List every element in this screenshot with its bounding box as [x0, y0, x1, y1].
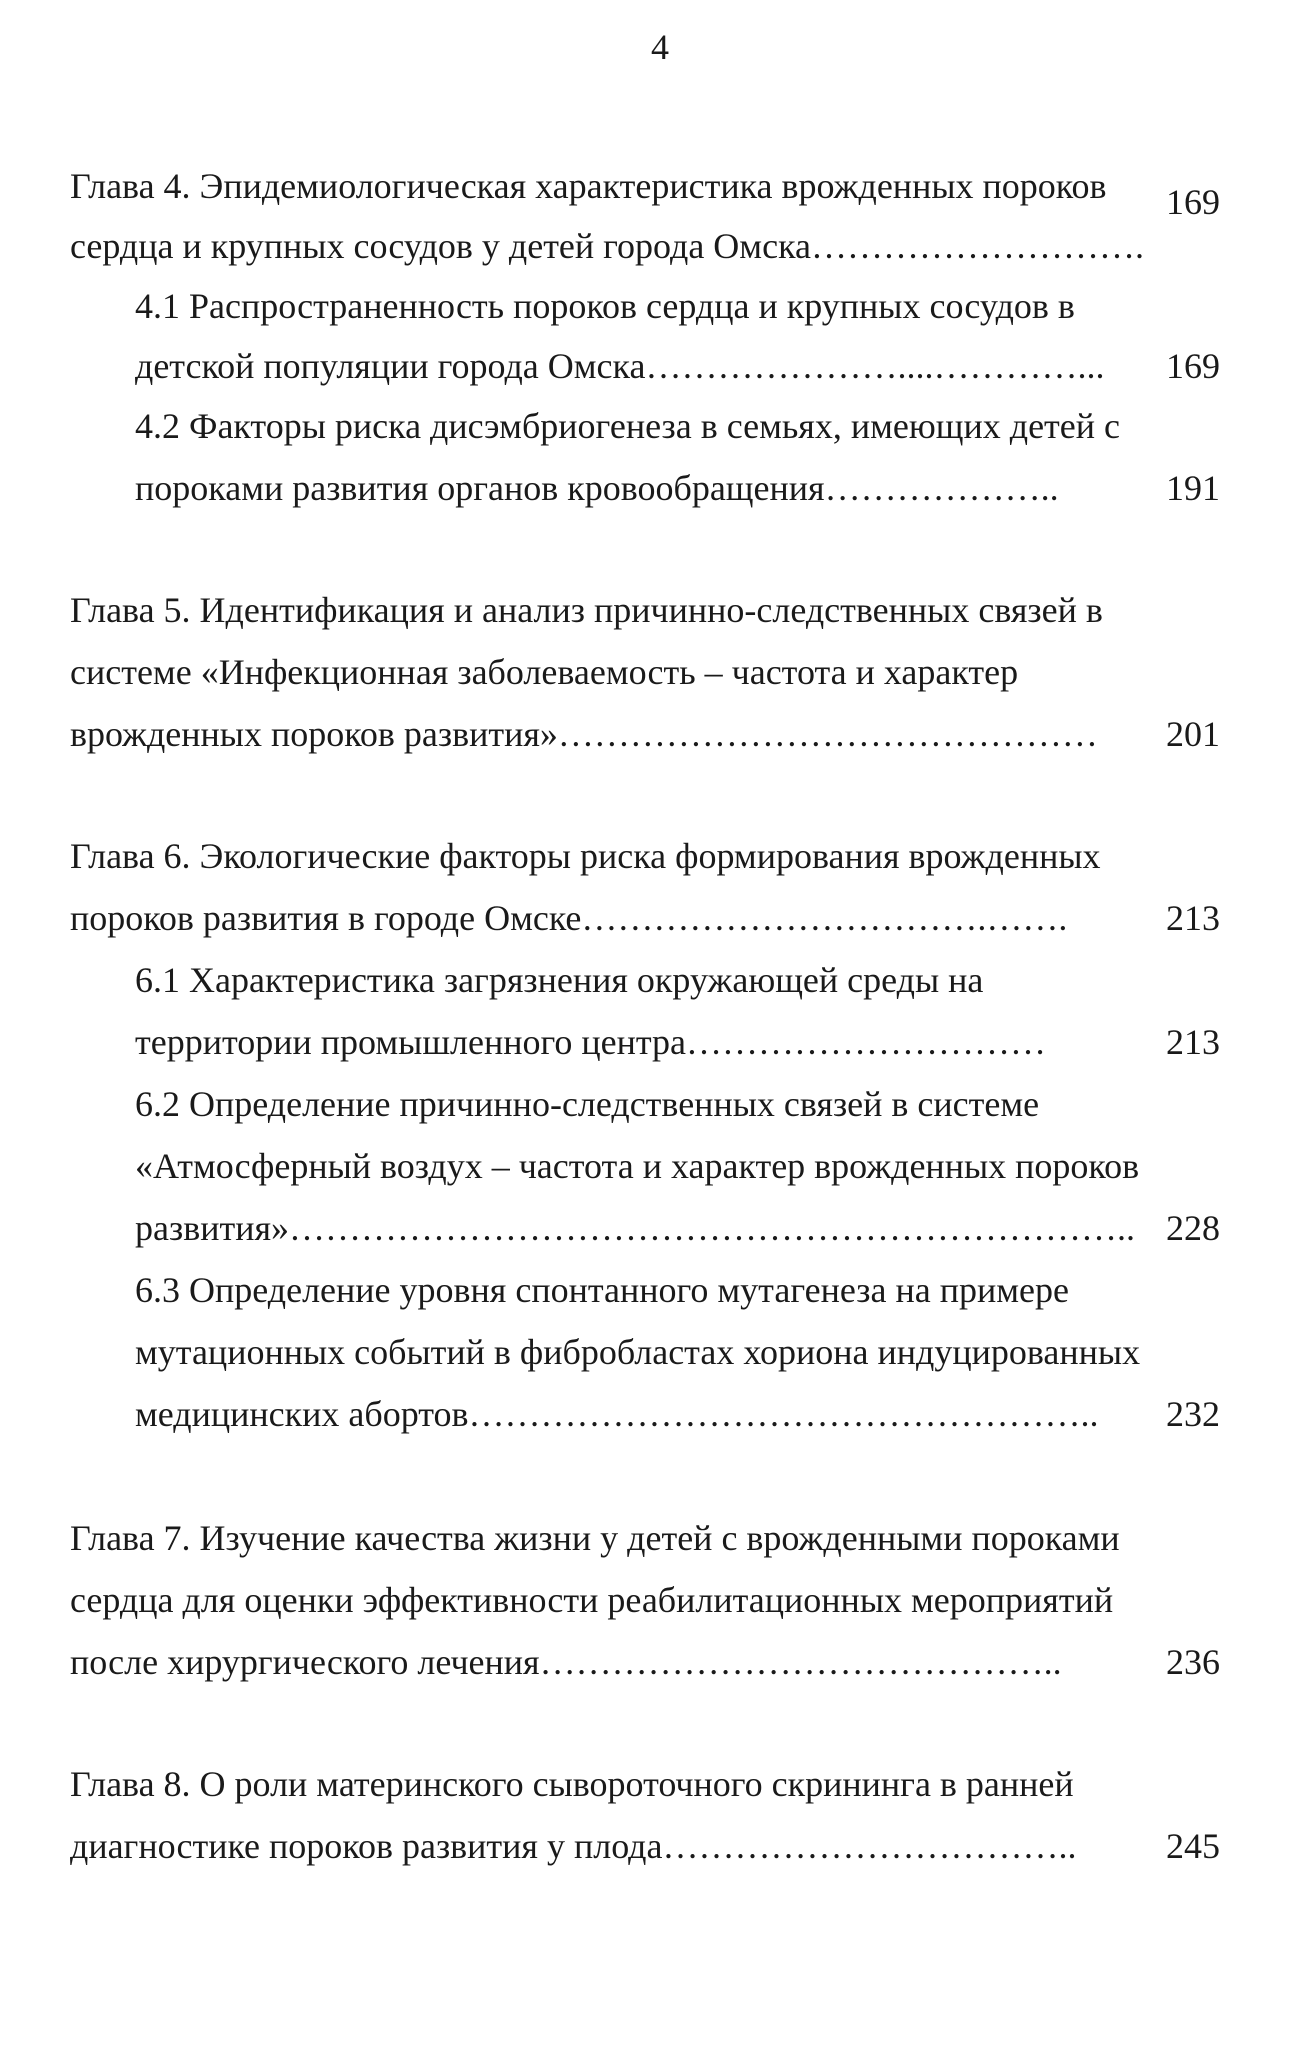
toc-line: мутационных событий в фибробластах хориона индуцированных: [135, 1332, 1141, 1372]
toc-line: Глава 8. О роли материнского сывороточного скрининга в ранней: [70, 1764, 1074, 1804]
toc-line: диагностике пороков развития у плода……………………………..: [70, 1826, 1077, 1866]
toc-line: Глава 5. Идентификация и анализ причинно-следственных связей в: [70, 590, 1103, 630]
toc-line: пороков развития в городе Омске…………………………….…….: [70, 898, 1068, 938]
toc-line: пороками развития органов кровообращения………………..: [135, 468, 1059, 508]
toc-line: 6.2 Определение причинно-следственных связей в системе: [135, 1084, 1040, 1124]
toc-page-number: 232: [1166, 1394, 1220, 1434]
toc-line: «Атмосферный воздух – частота и характер врожденных пороков: [135, 1146, 1140, 1186]
toc-page-number: 213: [1166, 898, 1220, 938]
toc-line: после хирургического лечения……………………………………..: [70, 1642, 1062, 1682]
page-number: 4: [651, 27, 669, 67]
toc-line: детской популяции города Омска…………………....…………...: [135, 346, 1105, 386]
toc-page-number: 169: [1166, 182, 1220, 222]
toc-line: 4.2 Факторы риска дисэмбриогенеза в семьях, имеющих детей с: [135, 406, 1121, 446]
toc-line: системе «Инфекционная заболеваемость – частота и характер: [70, 652, 1019, 692]
toc-page-number: 169: [1166, 346, 1220, 386]
toc-line: сердца и крупных сосудов у детей города Омска……………………….: [70, 226, 1144, 266]
toc-page-number: 213: [1166, 1022, 1220, 1062]
toc-line: 6.3 Определение уровня спонтанного мутагенеза на примере: [135, 1270, 1069, 1310]
toc-line: Глава 7. Изучение качества жизни у детей с врожденными пороками: [70, 1518, 1120, 1558]
toc-page-number: 191: [1166, 468, 1220, 508]
toc-page-number: 236: [1166, 1642, 1220, 1682]
toc-page-number: 201: [1166, 714, 1220, 754]
toc-line: медицинских абортов……………………………………………..: [135, 1394, 1099, 1434]
toc-line: территории промышленного центра…………………………: [135, 1022, 1047, 1062]
toc-page-number: 228: [1166, 1208, 1220, 1248]
toc-line: 6.1 Характеристика загрязнения окружающей среды на: [135, 960, 984, 1000]
toc-line: 4.1 Распространенность пороков сердца и крупных сосудов в: [135, 286, 1075, 326]
toc-line: Глава 6. Экологические факторы риска формирования врожденных: [70, 836, 1101, 876]
toc-line: сердца для оценки эффективности реабилитационных мероприятий: [70, 1580, 1114, 1620]
toc-page-number: 245: [1166, 1826, 1220, 1866]
toc-line: Глава 4. Эпидемиологическая характеристика врожденных пороков: [70, 166, 1107, 206]
toc-line: развития»……………………………………………………………..: [135, 1208, 1136, 1248]
toc-line: врожденных пороков развития»………………………………………: [70, 714, 1098, 754]
